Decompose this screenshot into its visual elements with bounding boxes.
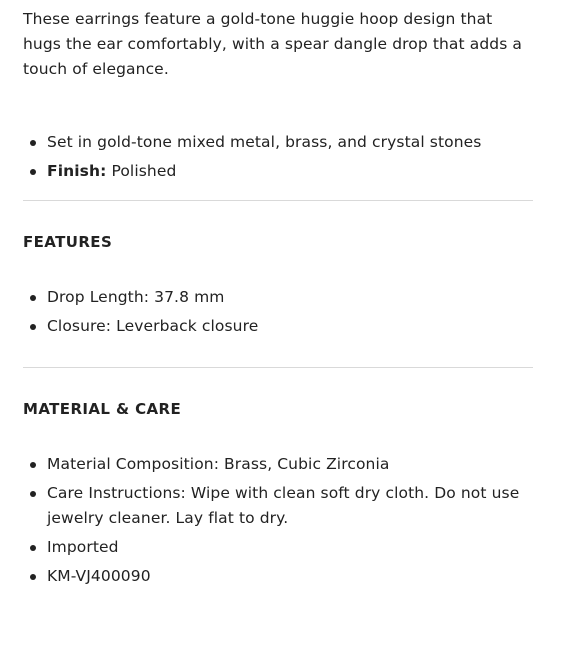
section-divider	[23, 200, 533, 201]
list-item: KM-VJ400090	[23, 564, 533, 589]
list-item: Care Instructions: Wipe with clean soft dry cloth. Do not use jewelry cleaner. Lay flat to dry.	[23, 481, 533, 531]
finish-label: Finish:	[47, 162, 107, 180]
list-item	[23, 159, 533, 184]
list-item: Imported	[23, 535, 533, 560]
section-divider	[23, 367, 533, 368]
list-item: Drop Length: 37.8 mm	[23, 285, 533, 310]
list-item	[23, 130, 533, 155]
detail-text: Set in gold-tone mixed metal, brass, and crystal stones	[47, 133, 482, 151]
details-list	[23, 130, 533, 184]
finish-value: Polished	[106, 162, 177, 180]
features-heading: FEATURES	[23, 233, 113, 251]
list-item: Material Composition: Brass, Cubic Zirconia	[23, 452, 533, 477]
product-details-panel	[23, 7, 533, 593]
material-care-heading: MATERIAL & CARE	[23, 400, 182, 418]
list-item: Closure: Leverback closure	[23, 314, 533, 339]
features-list	[23, 285, 533, 339]
product-description: These earrings feature a gold-tone huggie hoop design that hugs the ear comfortably, with a spear dangle drop that adds a touch of elegance.	[23, 10, 523, 78]
material-care-list	[23, 452, 533, 589]
